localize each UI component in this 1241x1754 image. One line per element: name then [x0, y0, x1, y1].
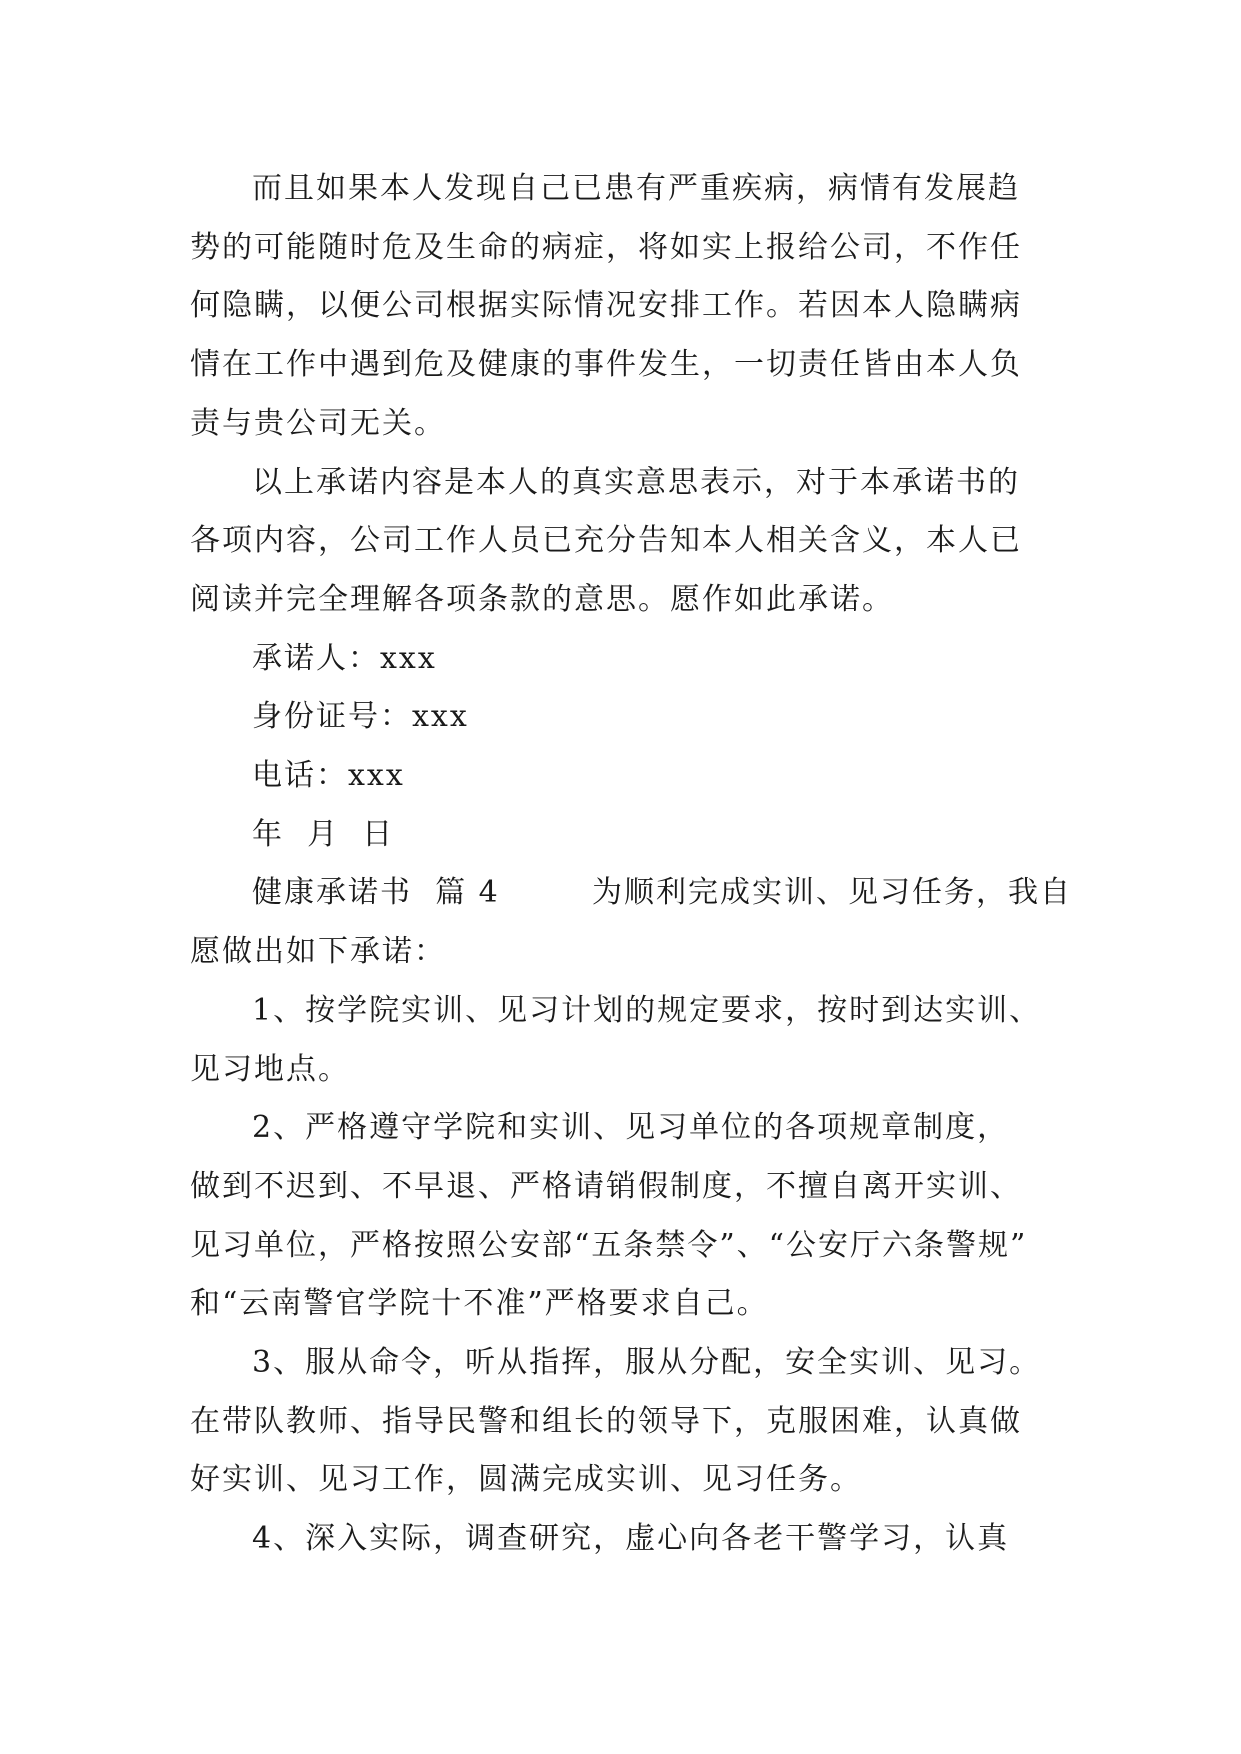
signature-block	[190, 630, 1070, 865]
text-line: 见习地点。	[190, 1051, 350, 1087]
text-line: 2、严格遵守学院和实训、见习单位的各项规章制度，	[252, 1110, 1010, 1146]
text-line: 何隐瞒，以便公司根据实际情况安排工作。若因本人隐瞒病	[190, 288, 1022, 324]
text-line: 在带队教师、指导民警和组长的领导下，克服困难，认真做	[190, 1403, 1022, 1439]
text-line: 愿做出如下承诺：	[190, 934, 446, 970]
list-item	[190, 982, 1070, 1099]
list-item	[190, 1334, 1070, 1510]
signature-promiser: 承诺人：xxx	[252, 640, 437, 676]
paragraph-declaration	[190, 454, 1070, 630]
text-line: 势的可能随时危及生命的病症，将如实上报给公司，不作任	[190, 229, 1022, 265]
text-line: 和“云南警官学院十不准”严格要求自己。	[190, 1286, 769, 1322]
text-line: 1、按学院实训、见习计划的规定要求，按时到达实训、	[252, 992, 1042, 1028]
section-4-title-line: 健康承诺书 篇 4 为顺利完成实训、见习任务，我自	[252, 875, 1072, 911]
list-item	[190, 1099, 1070, 1334]
text-line: 阅读并完全理解各项条款的意思。愿作如此承诺。	[190, 581, 894, 617]
text-line: 以上承诺内容是本人的真实意思表示，对于本承诺书的	[252, 464, 1020, 500]
text-line: 做到不迟到、不早退、严格请销假制度，不擅自离开实训、	[190, 1168, 1022, 1204]
text-line: 好实训、见习工作，圆满完成实训、见习任务。	[190, 1462, 862, 1498]
text-line: 而且如果本人发现自己已患有严重疾病，病情有发展趋	[252, 171, 1020, 206]
text-line: 3、服从命令，听从指挥，服从分配，安全实训、见习。	[252, 1345, 1042, 1381]
paragraph-health-disclosure	[190, 160, 1070, 454]
text-line: 情在工作中遇到危及健康的事件发生，一切责任皆由本人负	[190, 347, 1022, 383]
signature-date: 年 月 日	[252, 816, 395, 852]
text-line: 各项内容，公司工作人员已充分告知本人相关含义，本人已	[190, 523, 1022, 559]
text-line: 责与贵公司无关。	[190, 405, 446, 441]
text-line: 4、深入实际，调查研究，虚心向各老干警学习，认真	[252, 1521, 1010, 1557]
signature-phone: 电话：xxx	[252, 758, 405, 794]
signature-id-number: 身份证号：xxx	[252, 699, 469, 735]
document-body	[190, 160, 1070, 1569]
section-4-heading	[190, 864, 1070, 981]
list-item	[190, 1510, 1070, 1569]
text-line: 见习单位，严格按照公安部“五条禁令”、“公安厅六条警规”	[190, 1227, 1028, 1263]
